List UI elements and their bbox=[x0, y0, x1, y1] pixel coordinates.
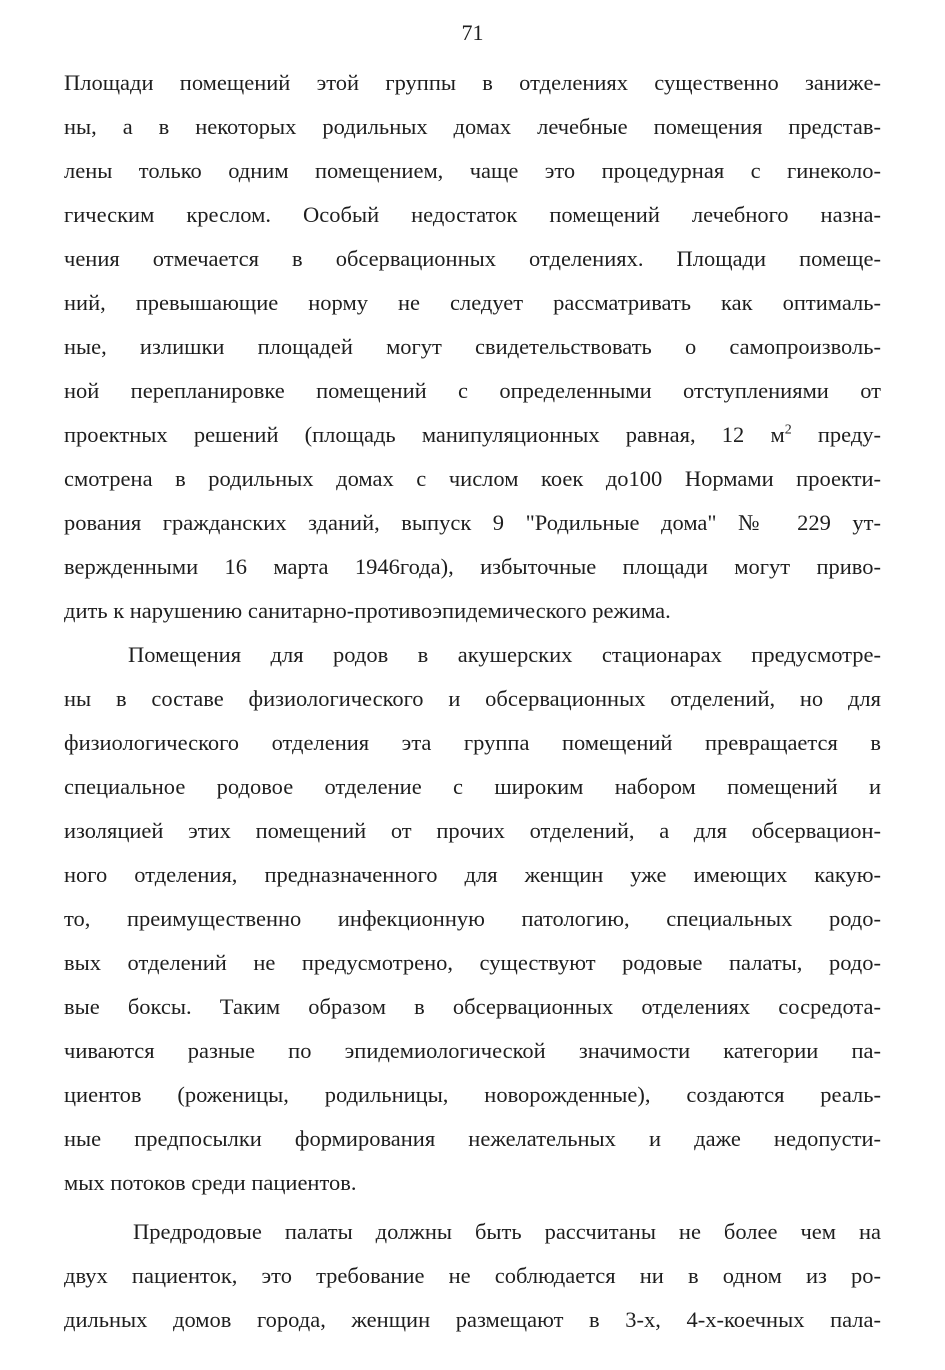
paragraph-1-line-9 bbox=[64, 413, 881, 457]
paragraph-3-line-3: дильных домов города, женщин размещают в 3-х, 4-х-коечных пала- bbox=[64, 1307, 881, 1332]
paragraph-1-line-5: чения отмечается в обсервационных отделениях. Площади помеще- bbox=[64, 246, 881, 271]
paragraph-2-line-7: то, преимущественно инфекционную патологию, специальных родо- bbox=[64, 906, 881, 931]
paragraph-2-line-6: ного отделения, предназначенного для женщин уже имеющих какую- bbox=[64, 862, 881, 887]
paragraph-2-line-9: вые боксы. Таким образом в обсервационных отделениях сосредота- bbox=[64, 994, 881, 1019]
paragraph-3-line-2: двух пациенток, это требование не соблюдается ни в одном из ро- bbox=[64, 1263, 881, 1288]
paragraph-1-line-9-text: проектных решений (площадь манипуляционных равная, 12 м bbox=[64, 422, 785, 447]
paragraph-1-line-3: лены только одним помещением, чаще это процедурная с гинеколо- bbox=[64, 158, 881, 183]
paragraph-2-line-10: чиваются разные по эпидемиологической значимости категории па- bbox=[64, 1038, 881, 1063]
paragraph-1-line-6: ний, превышающие норму не следует рассматривать как оптималь- bbox=[64, 290, 881, 315]
paragraph-3-line-1: Предродовые палаты должны быть рассчитаны не более чем на bbox=[133, 1219, 881, 1244]
paragraph-1-line-8: ной перепланировке помещений с определенными отступлениями от bbox=[64, 378, 881, 403]
superscript-2: 2 bbox=[784, 422, 792, 438]
paragraph-1-line-7: ные, излишки площадей могут свидетельствовать о самопроизволь- bbox=[64, 334, 881, 359]
paragraph-2-line-1: Помещения для родов в акушерских стационарах предусмотре- bbox=[128, 642, 881, 667]
paragraph-2-line-12: ные предпосылки формирования нежелательных и даже недопусти- bbox=[64, 1126, 881, 1151]
paragraph-1-line-9-tail: преду- bbox=[791, 422, 882, 447]
paragraph-2-line-8: вых отделений не предусмотрено, существуют родовые палаты, родо- bbox=[64, 950, 881, 975]
page-number: 71 bbox=[461, 20, 484, 45]
paragraph-2-line-3: физиологического отделения эта группа помещений превращается в bbox=[64, 730, 881, 755]
paragraph-2-line-11: циентов (роженицы, родильницы, новорожденные), создаются реаль- bbox=[64, 1082, 881, 1107]
paragraph-2-line-4: специальное родовое отделение с широким набором помещений и bbox=[64, 774, 881, 799]
paragraph-1-line-10: смотрена в родильных домах с числом коек до100 Нормами проекти- bbox=[64, 466, 881, 491]
paragraph-1-line-11: рования гражданских зданий, выпуск 9 "Родильные дома" № 229 ут- bbox=[64, 510, 881, 535]
paragraph-2-line-13: мых потоков среди пациентов. bbox=[64, 1170, 357, 1195]
paragraph-1-line-13: дить к нарушению санитарно-противоэпидемического режима. bbox=[64, 598, 671, 623]
paragraph-2-line-2: ны в составе физиологического и обсервационных отделений, но для bbox=[64, 686, 881, 711]
paragraph-2-line-5: изоляцией этих помещений от прочих отделений, а для обсервацион- bbox=[64, 818, 881, 843]
paragraph-1-line-1: Площади помещений этой группы в отделениях существенно занижe- bbox=[64, 70, 881, 95]
paragraph-1-line-2: ны, а в некоторых родильных домах лечебные помещения представ- bbox=[64, 114, 881, 139]
paragraph-1-line-12: вержденными 16 марта 1946года), избыточные площади могут приво- bbox=[64, 554, 881, 579]
paragraph-1-line-4: гическим креслом. Особый недостаток помещений лечебного назна- bbox=[64, 202, 881, 227]
